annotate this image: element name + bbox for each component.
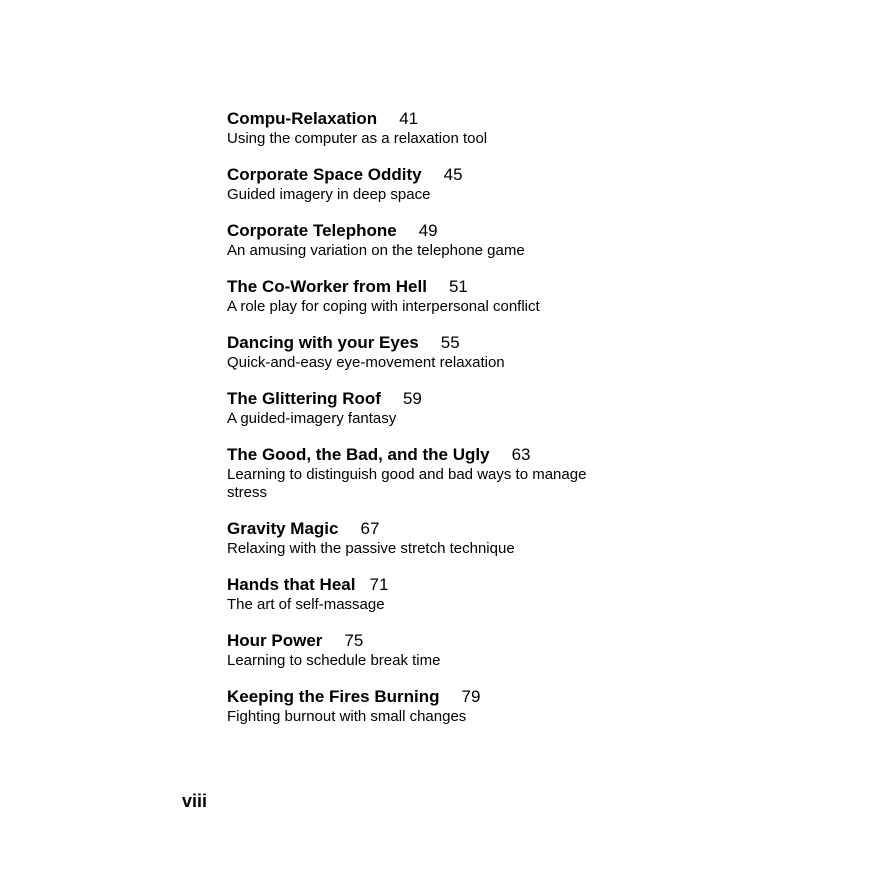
entry-page-number: 41 <box>399 109 419 128</box>
toc-entry <box>227 444 647 502</box>
entry-page-number: 79 <box>461 687 481 706</box>
entry-page-number: 75 <box>344 631 364 650</box>
entry-description: An amusing variation on the telephone game <box>227 242 525 259</box>
toc-entry <box>227 108 647 148</box>
entry-heading <box>227 276 647 298</box>
toc-entry <box>227 686 647 726</box>
entry-page-number: 63 <box>511 445 531 464</box>
entry-description: Relaxing with the passive stretch technique <box>227 540 515 557</box>
entry-page-number: 71 <box>369 575 389 594</box>
entry-heading <box>227 686 647 708</box>
entry-title: Gravity Magic <box>227 519 339 538</box>
entry-description: Learning to schedule break time <box>227 652 441 669</box>
entry-heading <box>227 332 647 354</box>
entry-description: A guided-imagery fantasy <box>227 410 397 427</box>
entry-description: A role play for coping with interpersonal conflict <box>227 298 540 315</box>
entry-page-number: 67 <box>360 519 380 538</box>
entry-title: Dancing with your Eyes <box>227 333 419 352</box>
entry-title: Keeping the Fires Burning <box>227 687 440 706</box>
entry-description: Quick-and-easy eye-movement relaxation <box>227 354 505 371</box>
toc-entry <box>227 630 647 670</box>
toc-entry <box>227 332 647 372</box>
toc-entry <box>227 388 647 428</box>
entry-heading <box>227 574 647 596</box>
entry-title: Compu-Relaxation <box>227 109 378 128</box>
entry-heading <box>227 518 647 540</box>
entry-page-number: 55 <box>440 333 460 352</box>
toc-entry <box>227 518 647 558</box>
entry-title: The Co-Worker from Hell <box>227 277 427 296</box>
page-number: viii <box>182 791 208 811</box>
entry-heading <box>227 444 647 466</box>
entry-title: Corporate Space Oddity <box>227 165 422 184</box>
entry-title: The Good, the Bad, and the Ugly <box>227 445 490 464</box>
table-of-contents <box>227 108 647 742</box>
entry-title: Hands that Heal <box>227 575 356 594</box>
toc-entry <box>227 276 647 316</box>
entry-description: Using the computer as a relaxation tool <box>227 130 488 147</box>
entry-page-number: 45 <box>443 165 463 184</box>
entry-heading <box>227 220 647 242</box>
entry-page-number: 51 <box>448 277 468 296</box>
entry-heading <box>227 164 647 186</box>
entry-heading <box>227 630 647 652</box>
entry-description: Fighting burnout with small changes <box>227 708 467 725</box>
entry-page-number: 59 <box>402 389 422 408</box>
toc-entry <box>227 574 647 614</box>
entry-page-number: 49 <box>418 221 438 240</box>
entry-heading <box>227 108 647 130</box>
entry-title: The Glittering Roof <box>227 389 381 408</box>
entry-description: Guided imagery in deep space <box>227 186 431 203</box>
entry-heading <box>227 388 647 410</box>
entry-description: Learning to distinguish good and bad ways to manage stress <box>227 466 587 501</box>
entry-title: Corporate Telephone <box>227 221 397 240</box>
toc-entry <box>227 220 647 260</box>
toc-entry <box>227 164 647 204</box>
entry-title: Hour Power <box>227 631 323 650</box>
entry-description: The art of self-massage <box>227 596 385 613</box>
